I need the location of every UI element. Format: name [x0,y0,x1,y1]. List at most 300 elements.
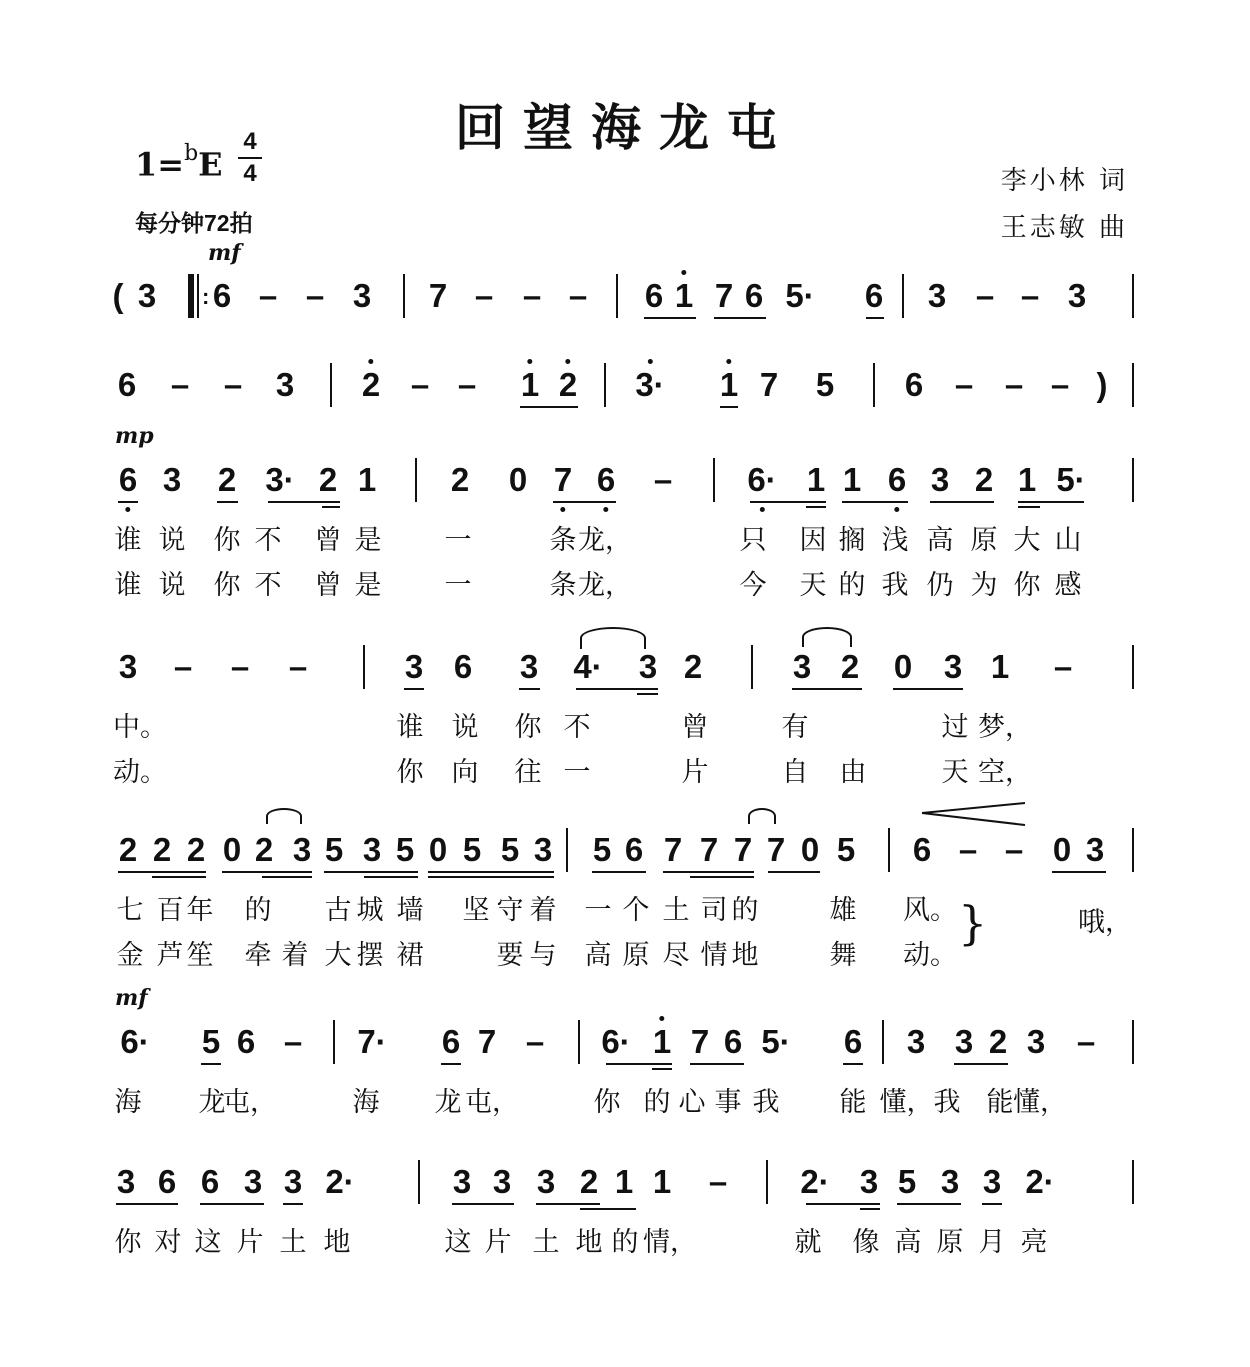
lyric-syllable: 百 [156,895,184,926]
note: 2 [254,831,274,868]
low-octave-dot [894,507,899,512]
sixteenth-beam [152,876,206,878]
lyric-syllable: 要 [496,940,524,971]
dash-extension: – [173,648,193,685]
lyric-syllable: 谁 [114,570,142,601]
note: 2 [186,831,206,868]
lyric-syllable: 高 [584,940,612,971]
dynamic-mf-intro: mf [208,240,241,266]
eighth-beam [792,688,862,690]
note: 1 [806,461,826,498]
barline [566,828,568,872]
eighth-beam [217,501,238,503]
flat-sign: b [184,141,199,166]
lyric-syllable: 像 [852,1227,880,1258]
lyric-syllable: 片 [681,757,709,788]
note: 6 [744,277,764,314]
barline [1132,1020,1134,1064]
note: 2 [152,831,172,868]
barline [1132,1160,1134,1204]
eighth-beam [663,871,754,873]
high-octave-dot [648,359,653,364]
note: 5 [395,831,415,868]
note: 3 [536,1163,556,1200]
note: 3 [859,1163,879,1200]
lyric-syllable: 是 [354,525,382,556]
note: 2 [974,461,994,498]
note: 6 [117,366,137,403]
note: 6 [864,277,884,314]
note: 7 [663,831,683,868]
lyric-syllable: 古 [324,895,352,926]
lyric-syllable: 墙 [396,895,424,926]
dash-extension: – [305,277,325,314]
lyric-syllable: 情， [643,1227,697,1258]
eighth-beam [982,1203,1002,1205]
note: 3 [275,366,295,403]
dash-extension: – [223,366,243,403]
eighth-beam [200,1203,264,1205]
eighth-beam [720,406,738,408]
note: 3 [954,1023,974,1060]
high-octave-dot [527,359,532,364]
barline [873,363,875,407]
note: 2 [579,1163,599,1200]
barline [1132,645,1134,689]
note: 1 [653,1022,671,1062]
key-signature: 1=$^b$E [135,141,223,184]
eighth-beam [520,406,578,408]
eighth-beam [324,871,418,873]
barline [902,274,904,318]
dash-extension: – [653,461,673,498]
dynamic-mf-chorus: mf [115,985,148,1011]
note: 2 [318,461,338,498]
eighth-beam [1018,501,1084,503]
lyric-syllable: 空， [978,757,1032,788]
note: 1 [614,1163,634,1200]
note: 2 [683,648,703,685]
lyric-syllable: 个 [622,895,650,926]
sixteenth-beam [322,506,340,508]
note: 0 [222,831,242,868]
lyric-syllable: 你 [593,1087,621,1118]
lyric-syllable: 这 [444,1227,472,1258]
lyric-syllable: 向 [451,757,479,788]
note: 2 [840,648,860,685]
lyric-syllable: 高 [926,525,954,556]
barline [1132,828,1134,872]
lyric-syllable: 说 [451,712,479,743]
lyric-syllable: 着 [281,940,309,971]
lyric-syllable: 金 [116,940,144,971]
note: 7 [554,460,572,500]
eighth-beam [897,1203,961,1205]
note: 3 [906,1023,926,1060]
eighth-beam [553,501,616,503]
lyric-syllable: 的 [611,1227,639,1258]
note: 6 [912,831,932,868]
lyric-syllable: 坚 [462,895,490,926]
lyric-syllable: 天 [941,757,969,788]
eighth-beam [1052,871,1106,873]
lyric-syllable: 动。 [903,940,957,971]
dash-extension: – [288,648,308,685]
repeat-start-barline [188,274,194,318]
lyric-syllable: 龙， [578,570,632,601]
eighth-beam [536,1203,600,1205]
lyric-syllable: 城 [356,895,384,926]
lyric-syllable: 曾 [314,570,342,601]
lyric-syllable: 高 [894,1227,922,1258]
sixteenth-beam [860,1208,880,1210]
lyric-syllable: 亮 [1020,1227,1048,1258]
lyric-syllable: 心 [678,1087,706,1118]
lyric-syllable: 山 [1054,525,1082,556]
note: 3 [292,831,312,868]
lyric-syllable: 不 [254,570,282,601]
lyric-syllable: 不 [254,525,282,556]
note: 3 [243,1163,263,1200]
note: 6 [200,1163,220,1200]
eighth-beam [750,501,826,503]
lyric-syllable: 懂， [1013,1087,1067,1118]
note: 3 [930,461,950,498]
note: 3 [519,648,539,685]
note: 6 [888,460,906,500]
lyric-syllable: 芦 [156,940,184,971]
note: 7 [690,1023,710,1060]
lyric-syllable: 笙 [186,940,214,971]
note: 5 [836,831,856,868]
sixteenth-beam [428,876,554,878]
barline [403,274,405,318]
eighth-beam [452,1203,514,1205]
lyric-syllable: 雄 [829,895,857,926]
dash-extension: – [474,277,494,314]
lyric-syllable: 风。 [903,895,957,926]
note: 1 [842,461,862,498]
note: 5 [462,831,482,868]
eighth-beam [893,688,963,690]
note: 3 [404,648,424,685]
sixteenth-beam [580,1208,636,1210]
lyric-syllable: 条 [549,570,577,601]
note: 3 [137,277,157,314]
dash-extension: – [258,277,278,314]
note: 2 [118,831,138,868]
dash-extension: – [1076,1023,1096,1060]
note: 1 [521,365,539,405]
barline [363,645,365,689]
note: 6· [120,1023,150,1060]
note: 6 [441,1023,461,1060]
note: 5 [592,831,612,868]
note: 3 [940,1163,960,1200]
lyric-syllable: 牵 [244,940,272,971]
eighth-beam [954,1063,1008,1065]
note: 5· [1056,461,1086,498]
barline [751,645,753,689]
lyric-syllable: 龙 [434,1087,462,1118]
lyric-syllable: 龙， [578,525,632,556]
note: 4· [573,648,603,685]
lyric-syllable: 这 [194,1227,222,1258]
lyric-brace: } [958,896,988,950]
eighth-beam [118,871,206,873]
eighth-beam [576,688,658,690]
lyric-syllable: 你 [514,712,542,743]
eighth-beam [404,688,424,690]
lyric-syllable: 过 [941,712,969,743]
sixteenth-beam [690,876,754,878]
lyric-syllable: 有 [781,712,809,743]
note: 6 [212,277,232,314]
barline [418,1160,420,1204]
note: 3 [162,461,182,498]
lyric-syllable: 摆 [356,940,384,971]
lyric-syllable: 的 [643,1087,671,1118]
lyric-syllable: 地 [323,1227,351,1258]
eighth-beam [842,501,908,503]
lyric-syllable: 感 [1054,570,1082,601]
note: 0 [893,648,913,685]
lyric-syllable: 龙 [198,1087,226,1118]
dash-extension: – [568,277,588,314]
lyric-syllable: 由 [839,757,867,788]
dash-extension: – [230,648,250,685]
barline [578,1020,580,1064]
lyric-syllable: 不 [563,712,591,743]
note: 2· [325,1163,355,1200]
eighth-beam [519,688,540,690]
barline [604,363,606,407]
lyric-syllable: 你 [396,757,424,788]
barline [333,1020,335,1064]
note: 6· [601,1023,631,1060]
lyric-syllable: 谁 [114,525,142,556]
lyric-syllable: 海 [114,1087,142,1118]
note: 3 [1085,831,1105,868]
lyric-syllable: 一 [563,757,591,788]
lyric-syllable: 能 [986,1087,1014,1118]
lyric-syllable: 原 [970,525,998,556]
parenthesis: ( [112,277,124,314]
eighth-beam [644,317,696,319]
lyric-syllable: 中。 [113,712,167,743]
eighth-beam [768,871,820,873]
lyric-syllable: 你 [213,570,241,601]
barline [713,458,715,502]
slur-arc [580,627,646,649]
note: 5 [324,831,344,868]
note: 6 [157,1163,177,1200]
eighth-beam [428,871,554,873]
lyric-syllable: 往 [514,757,542,788]
lyric-syllable: 守 [496,895,524,926]
lyric-syllable: 你 [1013,570,1041,601]
note: 0 [428,831,448,868]
lyric-syllable: 只 [739,525,767,556]
note: 2 [559,365,577,405]
eighth-beam [222,871,312,873]
lyric-syllable: 片 [484,1227,512,1258]
high-octave-dot [659,1016,664,1021]
lyric-syllable: 屯， [223,1087,277,1118]
lyric-syllable: 片 [236,1227,264,1258]
low-octave-dot [603,507,608,512]
lyric-syllable: 原 [936,1227,964,1258]
note: 3 [792,648,812,685]
eighth-beam [283,1203,303,1205]
dash-extension: – [1050,366,1070,403]
lyric-syllable: 天 [799,570,827,601]
lyric-syllable: 懂，我 [879,1087,961,1118]
sixteenth-beam [1018,506,1040,508]
note: 6 [236,1023,256,1060]
note: 7 [766,831,786,868]
eighth-beam [866,317,884,319]
lyric-syllable: 屯， [465,1087,519,1118]
lyric-syllable: 情 [700,940,728,971]
note: 3 [118,648,138,685]
lyric-syllable: 原 [622,940,650,971]
composer-credit: 王志敏 曲 [1000,213,1128,243]
note: 3 [452,1163,472,1200]
eighth-beam [116,1203,178,1205]
lyric-syllable: 的 [244,895,272,926]
note: 6 [597,460,615,500]
lyric-syllable: 的 [731,895,759,926]
eighth-beam [268,501,340,503]
dynamic-mp-verse: mp [115,423,154,449]
sixteenth-beam [364,876,418,878]
note: 7 [428,277,448,314]
note: 3 [352,277,372,314]
dash-extension: – [1004,831,1024,868]
lyric-syllable: 曾 [681,712,709,743]
barline [415,458,417,502]
dash-extension: – [975,277,995,314]
lyric-syllable: 大 [1013,525,1041,556]
barline [882,1020,884,1064]
barline [1132,363,1134,407]
lyric-syllable: 仍 [926,570,954,601]
dash-extension: – [1004,366,1024,403]
barline [616,274,618,318]
lyric-syllable: 我 [881,570,909,601]
note: 3 [362,831,382,868]
lyric-syllable: 土 [662,895,690,926]
sixteenth-beam [637,693,658,695]
lyric-syllable: 海 [352,1087,380,1118]
repeat-start-barline-thin [197,274,199,318]
note: 6· [747,460,776,500]
lyric-syllable: 对 [154,1227,182,1258]
sixteenth-beam [652,1068,672,1070]
barline [888,828,890,872]
eighth-beam [441,1063,461,1065]
lyric-syllable: 就 [794,1227,822,1258]
repeat-dots: : [202,284,210,309]
lyric-syllable: 今 [739,570,767,601]
low-octave-dot [760,507,765,512]
eighth-beam [806,1203,880,1205]
lyric-syllable: 着 [529,895,557,926]
high-octave-dot [726,359,731,364]
lyric-syllable: 梦， [978,712,1032,743]
note: 2· [1025,1163,1055,1200]
note: 0 [508,461,528,498]
time-signature: 4 4 [238,128,262,188]
slur-arc [802,627,852,647]
note: 5 [815,366,835,403]
lyric-syllable: 说 [158,570,186,601]
lyric-syllable: 一 [444,525,472,556]
note: 1 [652,1163,672,1200]
low-octave-dot [560,507,565,512]
note: 0 [1052,831,1072,868]
dash-extension: – [283,1023,303,1060]
barline [1132,458,1134,502]
lyric-syllable: 我 [752,1087,780,1118]
note: 5· [761,1023,791,1060]
eighth-beam [930,501,994,503]
note: 2· [800,1163,830,1200]
note: 3 [116,1163,136,1200]
lyric-syllable: 裙 [396,940,424,971]
eighth-beam [843,1063,863,1065]
lyric-syllable: 地 [575,1227,603,1258]
note: 3 [533,831,553,868]
lyric-syllable: 动。 [113,757,167,788]
lyric-syllable: 与 [529,940,557,971]
lyric-syllable: 事 [714,1087,742,1118]
note: 7 [759,366,779,403]
eighth-beam [592,871,646,873]
lyric-syllable: 一 [584,895,612,926]
low-octave-dot [125,507,130,512]
lyricist-credit: 李小林 词 [1000,166,1128,196]
eighth-beam [714,317,766,319]
note: 6 [904,366,924,403]
note: 3· [265,461,295,498]
note: 6 [644,277,664,314]
dash-extension: – [170,366,190,403]
note: 6 [119,460,137,500]
tie-arc [266,808,302,824]
dash-extension: – [522,277,542,314]
note: 3 [638,648,658,685]
note: 3· [635,365,664,405]
sixteenth-beam [262,876,312,878]
note: 1 [720,365,738,405]
note: 3 [492,1163,512,1200]
note: 6 [723,1023,743,1060]
lyric-syllable: 浅 [881,525,909,556]
lyric-syllable: 土 [279,1227,307,1258]
barline [766,1160,768,1204]
note: 7 [699,831,719,868]
lyric-syllable: 谁 [396,712,424,743]
dash-extension: – [958,831,978,868]
note: 1 [675,276,693,316]
note: 7 [714,277,734,314]
note: 5 [201,1023,221,1060]
lyric-syllable: 条 [549,525,577,556]
note: 2 [988,1023,1008,1060]
dash-extension: – [525,1023,545,1060]
